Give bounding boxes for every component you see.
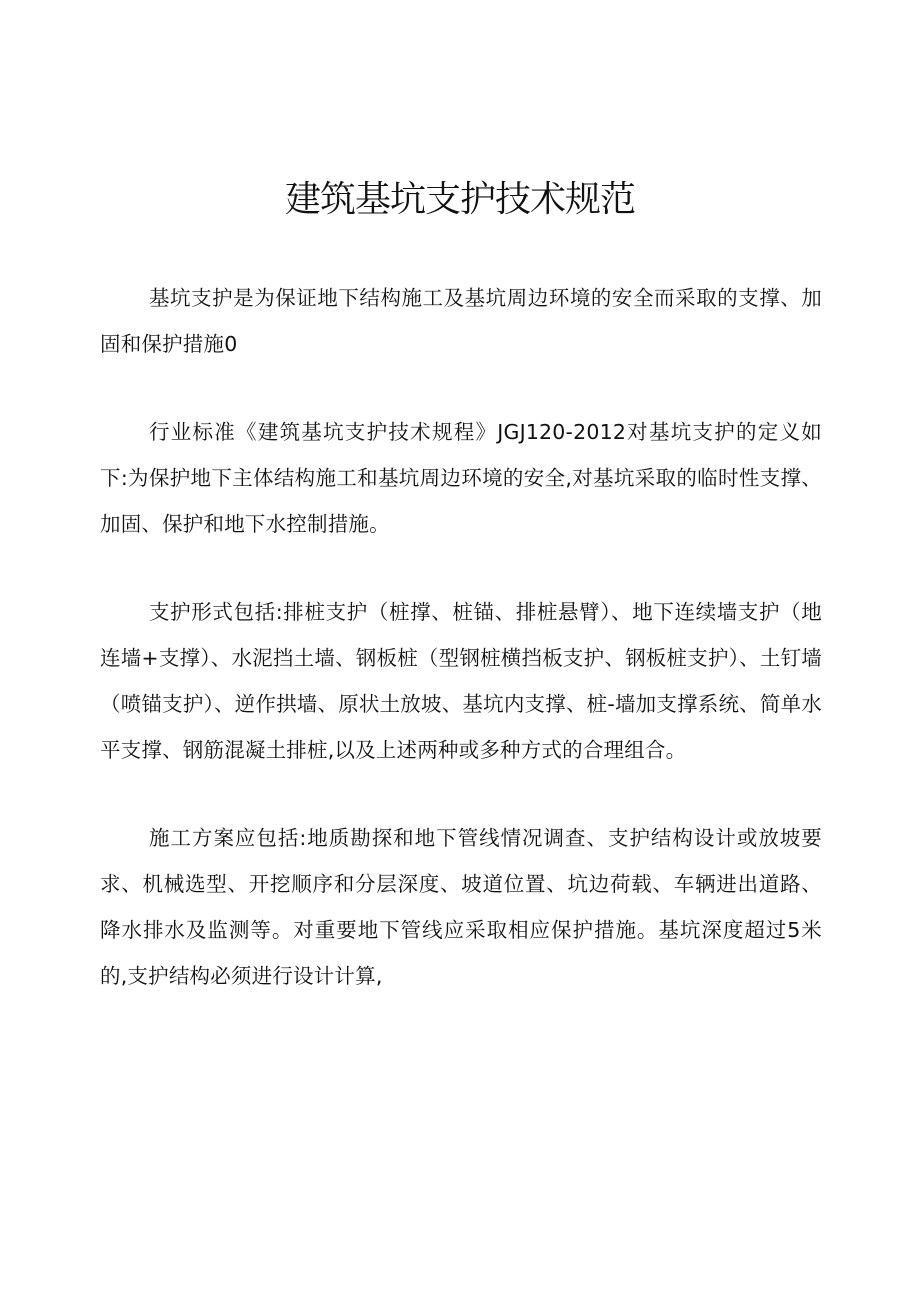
document-body xyxy=(100,275,822,1041)
paragraph-industry-standard: 行业标准《建筑基坑支护技术规程》JGJ120-2012对基坑支护的定义如下:为保护地下主体结构施工和基坑周边环境的安全,对基坑采取的临时性支撑、加固、保护和地下水控制措施。 xyxy=(100,420,822,536)
paragraph-support-forms: 支护形式包括:排桩支护（桩撑、桩锚、排桩悬臂）、地下连续墙支护（地连墙+支撑）、水泥挡土墙、钢板桩（型钢桩横挡板支护、钢板桩支护）、土钉墙（喷锚支护）、逆作拱墙、原状土放坡、基坑内支撑、桩-墙加支撑系统、简单水平支撑、钢筋混凝土排桩,以及上述两种或多种方式的合理组合。 xyxy=(100,600,822,762)
document-title: 建筑基坑支护技术规范 xyxy=(284,179,635,220)
paragraph-definition: 基坑支护是为保证地下结构施工及基坑周边环境的安全而采取的支撑、加固和保护措施0 xyxy=(100,286,822,356)
paragraph-construction-plan: 施工方案应包括:地质勘探和地下管线情况调查、支护结构设计或放坡要求、机械选型、开挖顺序和分层深度、坡道位置、坑边荷载、车辆进出道路、降水排水及监测等。对重要地下管线应采取相应保护措施。基坑深度超过5米的,支护结构必须进行设计计算, xyxy=(100,826,822,988)
